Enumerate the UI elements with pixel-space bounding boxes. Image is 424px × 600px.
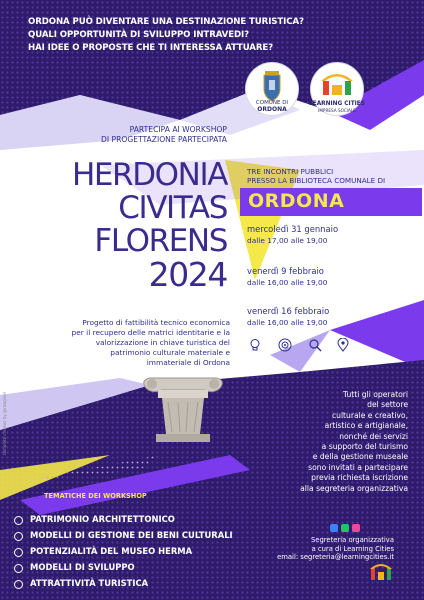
title-line-2: CIVITAS (118, 190, 227, 226)
secretariat-info (277, 536, 394, 562)
question-2: QUALI OPPORTUNITÀ DI SVILUPPO INTRAVEDI? (28, 30, 250, 40)
invitation-line-7: e della gestione museale (312, 452, 408, 462)
invitation-line-2: del settore (367, 400, 408, 410)
magnifier-icon (308, 338, 322, 352)
invitation-line-6: a supporto del turismo (321, 442, 408, 452)
description-line-4: patrimonio culturale materiale e (110, 348, 230, 357)
location-pin-icon (336, 338, 350, 352)
secretariat-line-1: Segreteria organizzativa (310, 536, 394, 544)
bullet-icon (14, 548, 23, 557)
bullet-icon (14, 516, 23, 525)
themes-heading: TEMATICHE DEI WORKSHOP (44, 492, 147, 500)
learning-cities-logo (311, 63, 363, 115)
date-3: venerdì 16 febbraio (247, 306, 330, 316)
time-3: dalle 16,00 alle 19,00 (247, 318, 328, 327)
lightbulb-icon (248, 338, 262, 352)
meetings-line-1: TRE INCONTRI PUBBLICI (247, 167, 334, 176)
social-icons (330, 523, 370, 533)
invitation-line-1: Tutti gli operatori (343, 390, 408, 399)
comune-name: ORDONA (257, 105, 287, 113)
bullet-icon (14, 580, 23, 589)
title-line-3: FLORENS (94, 223, 227, 259)
theme-3: POTENZIALITÀ DEL MUSEO HERMA (30, 546, 193, 556)
invitation-line-10: alla segreteria organizzativa (300, 483, 408, 493)
description-line-1: Progetto di fattibilità tecnico economica (82, 318, 230, 327)
description-line-3: valorizzazione in chiave turistica del (95, 338, 230, 347)
target-icon (278, 338, 292, 352)
comune-logo (246, 63, 298, 115)
meetings-intro (247, 167, 385, 186)
question-1: ORDONA PUÒ DIVENTARE UNA DESTINAZIONE TURISTICA? (28, 17, 304, 27)
title-year: 2024 (148, 255, 227, 294)
invitation-line-8: sono invitati a partecipare (308, 462, 408, 472)
invitation-text (258, 390, 408, 494)
meetings-line-2: PRESSO LA BIBLIOTECA COMUNALE DI (247, 176, 386, 186)
ionic-capital-image (138, 372, 228, 452)
description-line-5: immateriale di Ordona (146, 358, 230, 367)
invitation-line-9: previa richiesta iscrizione (311, 473, 408, 483)
intro-line-1: PARTECIPA AI WORKSHOP (129, 125, 227, 134)
time-1: dalle 17,00 alle 19,00 (247, 236, 328, 245)
learning-cities-name: LEARNING CITIES (309, 101, 365, 107)
template-credit: template created by @rawpixel (2, 392, 7, 455)
project-description (12, 318, 230, 368)
theme-4: MODELLI DI SVILUPPO (30, 562, 135, 572)
time-2: dalle 16,00 alle 19,00 (247, 278, 328, 287)
invitation-line-4: artistico e artigianale, (324, 421, 408, 431)
workshop-intro (101, 125, 227, 145)
title-line-1: HERDONIA (71, 157, 227, 193)
bullet-icon (14, 532, 23, 541)
invitation-line-5: nonché dei servizi (339, 431, 408, 441)
comune-label: COMUNE DI (255, 100, 289, 106)
question-3: HAI IDEE O PROPOSTE CHE TI INTERESSA ATTUARE? (28, 43, 274, 53)
learning-cities-sub: IMPRESA SOCIALE (318, 107, 356, 113)
intro-line-2: DI PROGETTAZIONE PARTECIPATA (100, 135, 227, 144)
bullet-icon (14, 564, 23, 573)
place-name: ORDONA (248, 190, 345, 212)
date-2: venerdì 9 febbraio (247, 266, 324, 276)
secretariat-email[interactable]: email: segreteria@learningcities.it (277, 553, 394, 562)
date-1: mercoledì 31 gennaio (247, 224, 339, 234)
description-line-2: per il recupero delle matrici identitarie e la (71, 328, 230, 337)
theme-2: MODELLI DI GESTIONE DEI BENI CULTURALI (30, 530, 233, 540)
secretariat-line-2: a cura di Learning Cities (311, 544, 394, 553)
footer-arch-logo-icon (368, 560, 394, 584)
theme-1: PATRIMONIO ARCHITETTONICO (30, 514, 175, 524)
theme-5: ATTRATTIVITÀ TURISTICA (30, 578, 149, 588)
invitation-line-3: culturale e creativo, (331, 410, 408, 420)
